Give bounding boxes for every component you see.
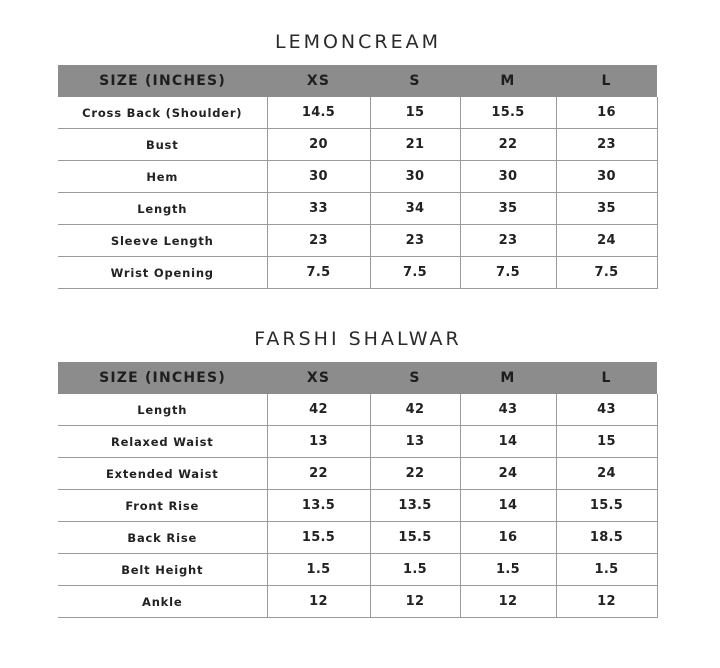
header-size-l: L xyxy=(556,362,657,394)
table-row xyxy=(58,97,657,129)
measurement-cell: 15.5 xyxy=(556,490,657,522)
measurement-cell: 23 xyxy=(460,225,556,257)
measurement-cell: 42 xyxy=(370,394,460,426)
row-label: Length xyxy=(58,394,267,426)
measurement-cell: 35 xyxy=(556,193,657,225)
header-size-s: S xyxy=(370,362,460,394)
table-header xyxy=(58,65,657,97)
measurement-cell: 14 xyxy=(460,426,556,458)
measurement-cell: 43 xyxy=(556,394,657,426)
table-row xyxy=(58,554,657,586)
measurement-cell: 42 xyxy=(267,394,370,426)
measurement-cell: 15.5 xyxy=(460,97,556,129)
measurement-cell: 24 xyxy=(556,458,657,490)
header-size-inches: SIZE (INCHES) xyxy=(58,65,267,97)
measurement-cell: 30 xyxy=(556,161,657,193)
header-size-m: M xyxy=(460,65,556,97)
measurement-cell: 15 xyxy=(370,97,460,129)
measurement-cell: 15 xyxy=(556,426,657,458)
measurement-cell: 30 xyxy=(267,161,370,193)
table-body xyxy=(58,394,657,618)
row-label: Extended Waist xyxy=(58,458,267,490)
measurement-cell: 23 xyxy=(556,129,657,161)
measurement-cell: 14.5 xyxy=(267,97,370,129)
measurement-cell: 13.5 xyxy=(267,490,370,522)
measurement-cell: 22 xyxy=(370,458,460,490)
size-table-farshi-shalwar xyxy=(58,362,658,618)
header-size-s: S xyxy=(370,65,460,97)
row-label: Wrist Opening xyxy=(58,257,267,289)
table-row xyxy=(58,426,657,458)
row-label: Sleeve Length xyxy=(58,225,267,257)
measurement-cell: 7.5 xyxy=(556,257,657,289)
measurement-cell: 22 xyxy=(267,458,370,490)
table-header xyxy=(58,362,657,394)
measurement-cell: 14 xyxy=(460,490,556,522)
measurement-cell: 13 xyxy=(370,426,460,458)
measurement-cell: 13 xyxy=(267,426,370,458)
measurement-cell: 23 xyxy=(370,225,460,257)
measurement-cell: 23 xyxy=(267,225,370,257)
table-row xyxy=(58,458,657,490)
row-label: Relaxed Waist xyxy=(58,426,267,458)
row-label: Ankle xyxy=(58,586,267,618)
row-label: Back Rise xyxy=(58,522,267,554)
measurement-cell: 22 xyxy=(460,129,556,161)
row-label: Belt Height xyxy=(58,554,267,586)
table-row xyxy=(58,394,657,426)
measurement-cell: 21 xyxy=(370,129,460,161)
measurement-cell: 35 xyxy=(460,193,556,225)
measurement-cell: 12 xyxy=(556,586,657,618)
table-body xyxy=(58,97,657,289)
measurement-cell: 34 xyxy=(370,193,460,225)
table-row xyxy=(58,490,657,522)
header-size-xs: XS xyxy=(267,362,370,394)
measurement-cell: 30 xyxy=(460,161,556,193)
table-row xyxy=(58,129,657,161)
measurement-cell: 18.5 xyxy=(556,522,657,554)
measurement-cell: 16 xyxy=(556,97,657,129)
measurement-cell: 12 xyxy=(370,586,460,618)
row-label: Length xyxy=(58,193,267,225)
table-row xyxy=(58,586,657,618)
measurement-cell: 13.5 xyxy=(370,490,460,522)
header-size-l: L xyxy=(556,65,657,97)
header-size-inches: SIZE (INCHES) xyxy=(58,362,267,394)
table-row xyxy=(58,161,657,193)
measurement-cell: 16 xyxy=(460,522,556,554)
measurement-cell: 12 xyxy=(460,586,556,618)
measurement-cell: 1.5 xyxy=(460,554,556,586)
measurement-cell: 30 xyxy=(370,161,460,193)
measurement-cell: 15.5 xyxy=(267,522,370,554)
table-row xyxy=(58,522,657,554)
measurement-cell: 24 xyxy=(556,225,657,257)
header-row xyxy=(58,65,657,97)
table-row xyxy=(58,225,657,257)
measurement-cell: 15.5 xyxy=(370,522,460,554)
measurement-cell: 1.5 xyxy=(370,554,460,586)
row-label: Front Rise xyxy=(58,490,267,522)
row-label: Cross Back (Shoulder) xyxy=(58,97,267,129)
table-title-farshi-shalwar: FARSHI SHALWAR xyxy=(254,328,462,350)
measurement-cell: 7.5 xyxy=(267,257,370,289)
table-row xyxy=(58,257,657,289)
row-label: Hem xyxy=(58,161,267,193)
measurement-cell: 20 xyxy=(267,129,370,161)
table-row xyxy=(58,193,657,225)
header-size-xs: XS xyxy=(267,65,370,97)
header-size-m: M xyxy=(460,362,556,394)
measurement-cell: 43 xyxy=(460,394,556,426)
size-table-lemoncream xyxy=(58,65,658,289)
measurement-cell: 1.5 xyxy=(556,554,657,586)
measurement-cell: 7.5 xyxy=(370,257,460,289)
measurement-cell: 24 xyxy=(460,458,556,490)
table-title-lemoncream: LEMONCREAM xyxy=(274,31,441,53)
header-row xyxy=(58,362,657,394)
measurement-cell: 1.5 xyxy=(267,554,370,586)
measurement-cell: 12 xyxy=(267,586,370,618)
measurement-cell: 7.5 xyxy=(460,257,556,289)
row-label: Bust xyxy=(58,129,267,161)
measurement-cell: 33 xyxy=(267,193,370,225)
